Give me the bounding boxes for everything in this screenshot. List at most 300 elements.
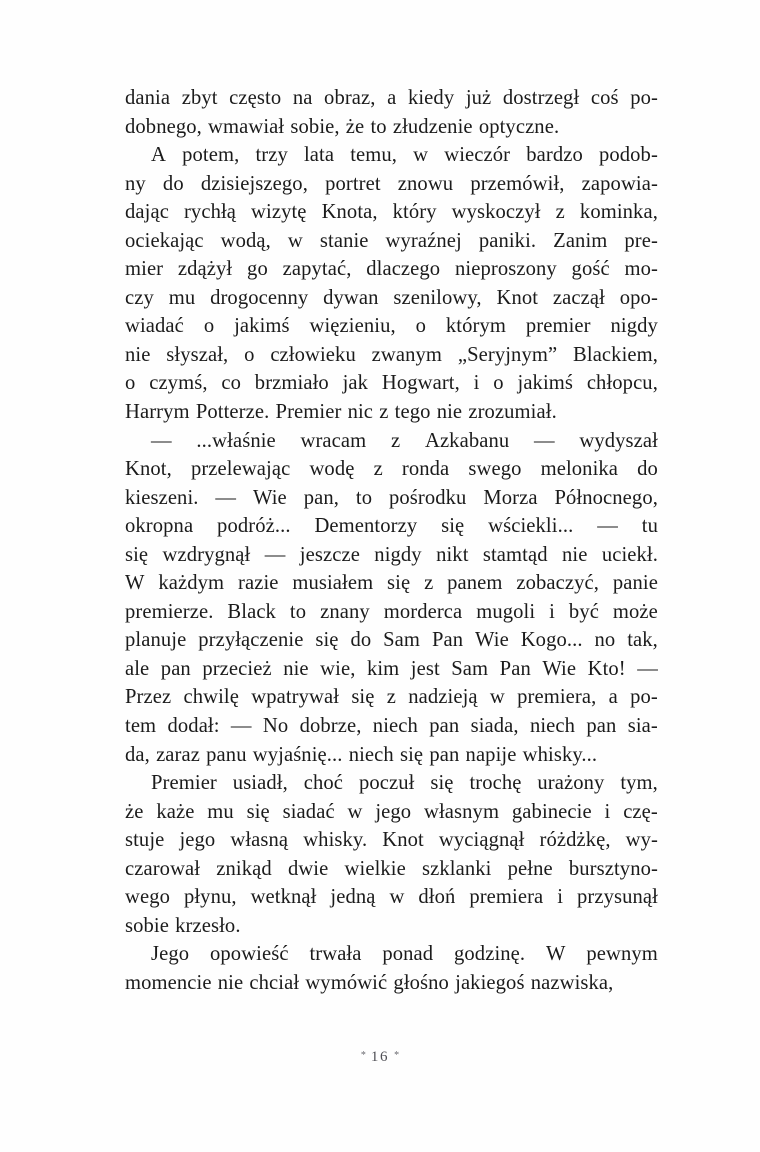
word: po-: [630, 87, 658, 109]
word: wyraźnej: [385, 229, 462, 252]
word: kiedy: [407, 87, 455, 109]
word: wiadać: [125, 315, 184, 338]
text-line: [125, 883, 658, 912]
word: Pan: [499, 657, 531, 680]
word: przecież: [202, 657, 272, 680]
word: jakiegoś: [455, 971, 525, 994]
word: o: [493, 372, 504, 395]
word: nic: [347, 401, 374, 424]
word: a: [387, 87, 397, 109]
word: z: [379, 401, 389, 424]
word: i: [557, 886, 564, 909]
word: w: [389, 886, 405, 909]
word: chwilę: [183, 686, 239, 709]
text-line: [125, 398, 658, 427]
text-line: [125, 512, 658, 541]
word: się: [246, 800, 270, 823]
word: W: [125, 572, 145, 595]
word: paniki.: [478, 229, 537, 252]
page-folio: [0, 1049, 760, 1066]
word: ronda: [401, 458, 450, 481]
word: jego: [179, 829, 216, 852]
text-line: [125, 798, 658, 827]
word: płynu,: [183, 886, 237, 909]
word: czę-: [623, 800, 658, 823]
word: zrozumiał.: [468, 401, 557, 424]
word: o: [415, 315, 427, 338]
word: na: [292, 87, 313, 109]
word: zbyt: [181, 87, 218, 109]
word: chłopcu,: [586, 372, 658, 395]
word: nigdy: [610, 315, 658, 338]
word: w: [413, 144, 429, 167]
page-body-text: [125, 84, 658, 998]
word: przelewając: [190, 458, 291, 481]
word: ny: [125, 172, 146, 195]
word: siadać: [282, 800, 335, 823]
word: chciał: [249, 971, 300, 994]
word: Pan: [431, 629, 464, 652]
word: niech: [529, 715, 576, 738]
word: dzisiejszego,: [200, 172, 308, 195]
word: panem: [447, 572, 503, 595]
word: czy: [125, 286, 154, 309]
word: whisky.: [303, 829, 368, 852]
text-line: [125, 912, 658, 941]
word: czymś,: [149, 372, 208, 395]
word: Dementorzy: [314, 515, 418, 538]
word: z: [391, 429, 401, 452]
word: różdżkę,: [539, 829, 611, 852]
word: Premier: [275, 401, 342, 424]
word: Azkabanu: [424, 429, 510, 452]
folio-right-ornament-icon: *: [394, 1050, 400, 1061]
text-line: [125, 541, 658, 570]
text-line: [125, 341, 658, 370]
word: kim: [366, 657, 400, 680]
word: szenilowy,: [393, 286, 482, 309]
word: złudzenie: [392, 115, 473, 138]
word: uciekł.: [601, 543, 658, 566]
text-line: [125, 170, 658, 199]
folio-left-ornament-icon: *: [360, 1050, 366, 1061]
word: gość: [571, 258, 610, 281]
word: panie: [612, 572, 658, 595]
word: no: [594, 629, 616, 652]
word: opo-: [619, 286, 658, 309]
word: —: [215, 486, 237, 509]
word: A: [151, 144, 166, 167]
word: pan: [160, 657, 191, 680]
word: wieczór: [444, 144, 511, 167]
word: wyskoczył: [451, 201, 541, 224]
word: bardzo: [526, 144, 583, 167]
text-line: [125, 598, 658, 627]
word: Blackiem,: [573, 343, 658, 366]
word: tem: [125, 715, 157, 738]
word: sia-: [627, 715, 658, 738]
word: w: [287, 229, 303, 252]
word: nieproszony: [455, 258, 557, 281]
word: Knot: [382, 829, 424, 852]
word: siada,: [470, 715, 519, 738]
word: wyciągnął: [438, 829, 525, 852]
text-line: [125, 626, 658, 655]
word: opowieść: [210, 943, 289, 966]
word: W: [546, 943, 566, 966]
word: Black: [227, 600, 276, 623]
text-line: [125, 655, 658, 684]
word: i: [549, 600, 555, 623]
word: gabinecie: [511, 800, 592, 823]
word: sobie,: [290, 115, 340, 138]
word: razie: [238, 572, 279, 595]
text-line: [125, 683, 658, 712]
word: więzieniu,: [309, 315, 396, 338]
word: drogocenny: [210, 286, 309, 309]
word: pre-: [624, 229, 658, 252]
word: znany: [320, 600, 370, 623]
word: dlaczego: [366, 258, 441, 281]
word: podob-: [598, 144, 658, 167]
word: się: [399, 743, 424, 766]
text-line: [125, 227, 658, 256]
word: premier: [525, 315, 591, 338]
word: choć: [303, 772, 344, 795]
word: mu: [207, 800, 234, 823]
word: w: [347, 800, 363, 823]
word: Potterze.: [195, 401, 270, 424]
word: Jego: [151, 943, 190, 966]
word: Kogo...: [520, 629, 583, 652]
word: o: [244, 343, 255, 366]
word: przysunął: [577, 886, 658, 909]
word: się: [430, 772, 454, 795]
word: Knot,: [125, 458, 172, 481]
word: z: [373, 458, 383, 481]
word: którym: [445, 315, 506, 338]
word: premiera: [469, 886, 544, 909]
word: premierze.: [125, 600, 214, 623]
word: się: [125, 543, 149, 566]
word: już: [465, 87, 492, 109]
word: wracam: [300, 429, 367, 452]
word: w: [489, 686, 505, 709]
text-line: [125, 455, 658, 484]
word: że: [125, 800, 144, 823]
word: głośno: [393, 971, 449, 994]
word: nie: [125, 343, 151, 366]
word: nazwiska,: [530, 971, 614, 994]
word: premiera,: [517, 686, 597, 709]
word: wzdrygnął: [162, 543, 251, 566]
word: to: [289, 600, 307, 623]
word: jedną: [330, 886, 376, 909]
word: tym,: [620, 772, 658, 795]
word: stamtąd: [482, 543, 548, 566]
word: każe: [156, 800, 195, 823]
word: wmawiał: [208, 115, 285, 138]
word: Sam: [451, 657, 489, 680]
word: własnym: [424, 800, 500, 823]
word: szklanki: [422, 857, 492, 880]
word: wpatrywał: [251, 686, 340, 709]
word: że: [345, 115, 365, 138]
text-line: [125, 969, 658, 998]
word: pełne: [507, 857, 553, 880]
word: Wie: [542, 657, 577, 680]
word: być: [568, 600, 599, 623]
word: dostrzegł: [502, 87, 580, 109]
word: tu: [641, 515, 658, 538]
word: który: [392, 201, 437, 224]
word: znowu: [397, 172, 454, 195]
word: potem,: [182, 144, 240, 167]
word: słyszał,: [166, 343, 229, 366]
text-line: [125, 712, 658, 741]
word: dwie: [287, 857, 329, 880]
word: wydyszał: [579, 429, 658, 452]
word: Północnego,: [554, 486, 658, 509]
word: momencie: [125, 971, 212, 994]
word: pewnym: [586, 943, 658, 966]
word: go: [247, 258, 268, 281]
word: obraz,: [324, 87, 376, 109]
text-line: [125, 255, 658, 284]
word: usiadł,: [232, 772, 288, 795]
word: musiałem: [292, 572, 374, 595]
word: nadzieją: [408, 686, 478, 709]
word: po-: [630, 686, 658, 709]
word: tego: [394, 401, 431, 424]
word: Wie: [475, 629, 509, 652]
word: nigdy: [374, 543, 422, 566]
word: wie,: [320, 657, 356, 680]
text-line: [125, 741, 658, 770]
word: wodą,: [220, 229, 271, 252]
word: nie: [217, 971, 244, 994]
word: mo-: [624, 258, 658, 281]
word: co: [221, 372, 241, 395]
word: niech: [372, 715, 418, 738]
word: to: [355, 486, 373, 509]
word: o: [125, 372, 136, 395]
word: okropna: [125, 515, 194, 538]
word: —: [151, 429, 172, 452]
word: z: [555, 201, 565, 224]
word: zobaczyć,: [516, 572, 600, 595]
word: urażony: [537, 772, 605, 795]
text-line: [125, 826, 658, 855]
word: wodę: [309, 458, 355, 481]
word: stanie: [319, 229, 369, 252]
word: zapytać,: [282, 258, 352, 281]
word: Morza: [483, 486, 538, 509]
word: może: [612, 600, 658, 623]
word: swego: [468, 458, 522, 481]
word: dania: [125, 87, 171, 109]
word: jak: [342, 372, 369, 395]
text-line: [125, 940, 658, 969]
word: pan: [586, 715, 617, 738]
word: No: [262, 715, 289, 738]
word: mugoli: [476, 600, 536, 623]
word: Harrym: [125, 401, 190, 424]
word: lata: [303, 144, 335, 167]
text-line: [125, 484, 658, 513]
word: z: [424, 572, 434, 595]
word: Hogwart,: [381, 372, 460, 395]
word: z: [386, 686, 396, 709]
word: niech: [348, 743, 394, 766]
word: ponad: [382, 943, 434, 966]
word: pan: [429, 715, 460, 738]
word: tak,: [627, 629, 658, 652]
word: „Seryjnym”: [457, 343, 558, 366]
word: portret: [325, 172, 381, 195]
word: przemówił,: [470, 172, 565, 195]
word: Premier: [151, 772, 217, 795]
word: Sam: [383, 629, 421, 652]
word: jest: [410, 657, 440, 680]
word: trwała: [309, 943, 362, 966]
word: panu: [206, 743, 247, 766]
word: wymówić: [305, 971, 388, 994]
word: a: [608, 686, 618, 709]
word: brzmiało: [254, 372, 329, 395]
word: —: [230, 715, 252, 738]
word: każdym: [158, 572, 225, 595]
word: pan,: [303, 486, 339, 509]
word: zaraz: [156, 743, 200, 766]
word: wizytę: [251, 201, 307, 224]
word: planuje: [125, 629, 187, 652]
word: pośrodku: [388, 486, 467, 509]
word: nie: [562, 543, 588, 566]
text-line: [125, 427, 658, 456]
word: da,: [125, 743, 150, 766]
word: wego: [125, 886, 171, 909]
word: człowieku: [270, 343, 356, 366]
word: —: [597, 515, 618, 538]
word: rychłą: [183, 201, 237, 224]
word: często: [229, 87, 282, 109]
word: dywan: [323, 286, 379, 309]
word: przyłączenie: [198, 629, 304, 652]
text-line: [125, 569, 658, 598]
word: mu: [168, 286, 196, 309]
word: jakimś: [517, 372, 574, 395]
word: do: [162, 172, 184, 195]
word: dobnego,: [125, 115, 202, 138]
word: —: [264, 543, 286, 566]
word: Knota,: [321, 201, 378, 224]
text-line: [125, 769, 658, 798]
word: nie: [436, 401, 463, 424]
text-line: [125, 312, 658, 341]
word: się: [441, 515, 465, 538]
text-line: [125, 369, 658, 398]
word: whisky...: [522, 743, 598, 766]
text-line: [125, 84, 658, 113]
word: temu,: [350, 144, 398, 167]
word: podróż...: [217, 515, 291, 538]
word: kominka,: [579, 201, 658, 224]
word: dając: [125, 201, 169, 224]
word: jego: [375, 800, 412, 823]
word: —: [533, 429, 555, 452]
page-number: 16: [370, 1049, 390, 1065]
word: morderca: [383, 600, 463, 623]
word: stuje: [125, 829, 165, 852]
word: to: [370, 115, 387, 138]
word: się: [315, 629, 339, 652]
word: Przez: [125, 686, 172, 709]
word: jeszcze: [299, 543, 360, 566]
word: własną: [230, 829, 289, 852]
word: Zanim: [553, 229, 608, 252]
word: jakimś: [234, 315, 290, 338]
word: do: [350, 629, 372, 652]
word: wściekli...: [488, 515, 574, 538]
word: kieszeni.: [125, 486, 199, 509]
word: Kto!: [587, 657, 626, 680]
word: wy-: [625, 829, 658, 852]
text-line: [125, 198, 658, 227]
word: pan: [429, 743, 460, 766]
word: o: [203, 315, 215, 338]
word: do: [637, 458, 658, 481]
word: melonika: [540, 458, 619, 481]
word: się: [351, 686, 375, 709]
text-line: [125, 113, 658, 142]
word: optyczne.: [478, 115, 560, 138]
word: wyjaśnię...: [252, 743, 343, 766]
word: napije: [465, 743, 517, 766]
word: ociekając: [125, 229, 204, 252]
word: i: [604, 800, 611, 823]
word: Wie: [253, 486, 287, 509]
word: znikąd: [216, 857, 272, 880]
word: bursztyno-: [568, 857, 658, 880]
word: sobie: [125, 914, 169, 937]
word: trzy: [255, 144, 288, 167]
word: coś: [590, 87, 619, 109]
word: wetknął: [250, 886, 317, 909]
word: Knot: [496, 286, 539, 309]
word: się: [387, 572, 411, 595]
word: nikt: [436, 543, 469, 566]
word: zapowia-: [581, 172, 658, 195]
word: dłoń: [418, 886, 456, 909]
word: krzesło.: [175, 914, 241, 937]
word: poczuł: [358, 772, 415, 795]
text-line: [125, 855, 658, 884]
word: dodał:: [167, 715, 220, 738]
word: mier: [125, 258, 164, 281]
word: trochę: [469, 772, 522, 795]
word: zdążył: [177, 258, 233, 281]
word: i: [473, 372, 480, 395]
text-line: [125, 284, 658, 313]
word: ale: [125, 657, 150, 680]
word: ...właśnie: [196, 429, 276, 452]
word: wielkie: [344, 857, 406, 880]
word: dobrze,: [299, 715, 362, 738]
word: —: [637, 657, 658, 680]
word: zaczął: [552, 286, 605, 309]
word: godzinę.: [454, 943, 526, 966]
